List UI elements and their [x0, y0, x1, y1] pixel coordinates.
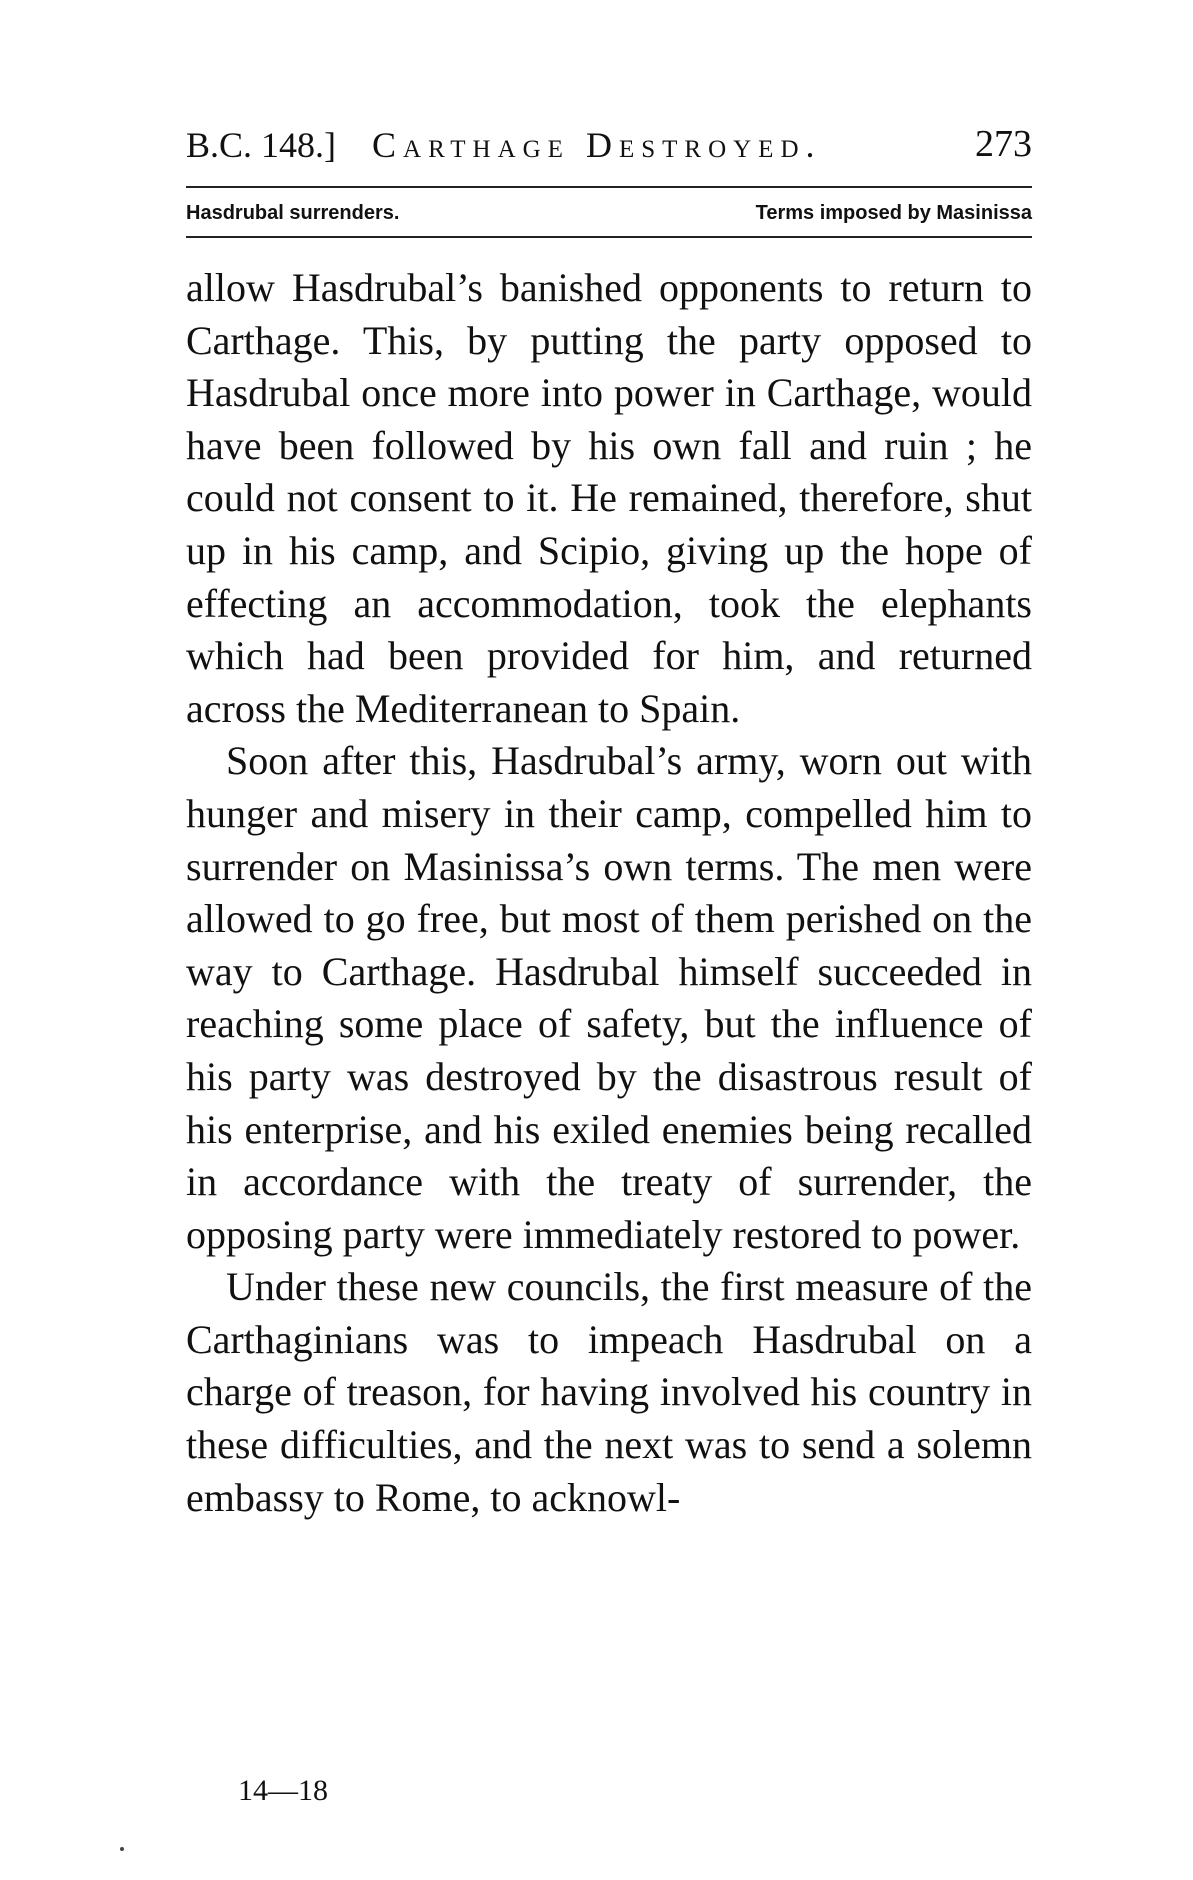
running-head [186, 118, 1032, 174]
sidenote-right: Terms imposed by Masinissa [755, 202, 1032, 224]
header-rule-top [186, 186, 1032, 188]
header-rule-bottom [186, 236, 1032, 238]
paragraph-3: Under these new councils, the first measure of the Carthaginians was to impeach Hasdrubal on a charge of treason, for having involved his country in these difficulties, and the next was to send a solemn embassy to Rome, to acknowl- [186, 1264, 1032, 1520]
body-text [186, 262, 1032, 1524]
sidenote-left: Hasdrubal surrenders. [186, 202, 400, 224]
header-date: B.C. 148.] [186, 125, 337, 165]
paragraph-2: Soon after this, Hasdrubal’s army, worn out with hunger and misery in their camp, compelled him to surrender on Masinissa’s own terms. The men were allowed to go free, but most of them perished on the way to Carthage. Hasdrubal himself succeeded in reaching some place of safety, but the influence of his party was destroyed by the disastrous result of his enterprise, and his exiled enemies being recalled in accordance with the treaty of surrender, the opposing party were immediately restored to power. [186, 738, 1032, 1257]
paragraph-1: allow Hasdrubal’s banished opponents to return to Carthage. This, by putting the party opposed to Hasdrubal once more into power in Carthage, would have been followed by his own fall and ruin ; he could not consent to it. He remained, therefore, shut up in his camp, and Scipio, giving up the hope of effecting an accommodation, took the elephants which had been provided for him, and returned across the Mediterranean to Spain. [186, 265, 1032, 731]
printer-signature-mark: 14—18 [238, 1774, 328, 1807]
ink-speck [120, 1847, 124, 1851]
chapter-title: Carthage Destroyed. [372, 125, 822, 165]
page-number: 273 [975, 123, 1032, 165]
